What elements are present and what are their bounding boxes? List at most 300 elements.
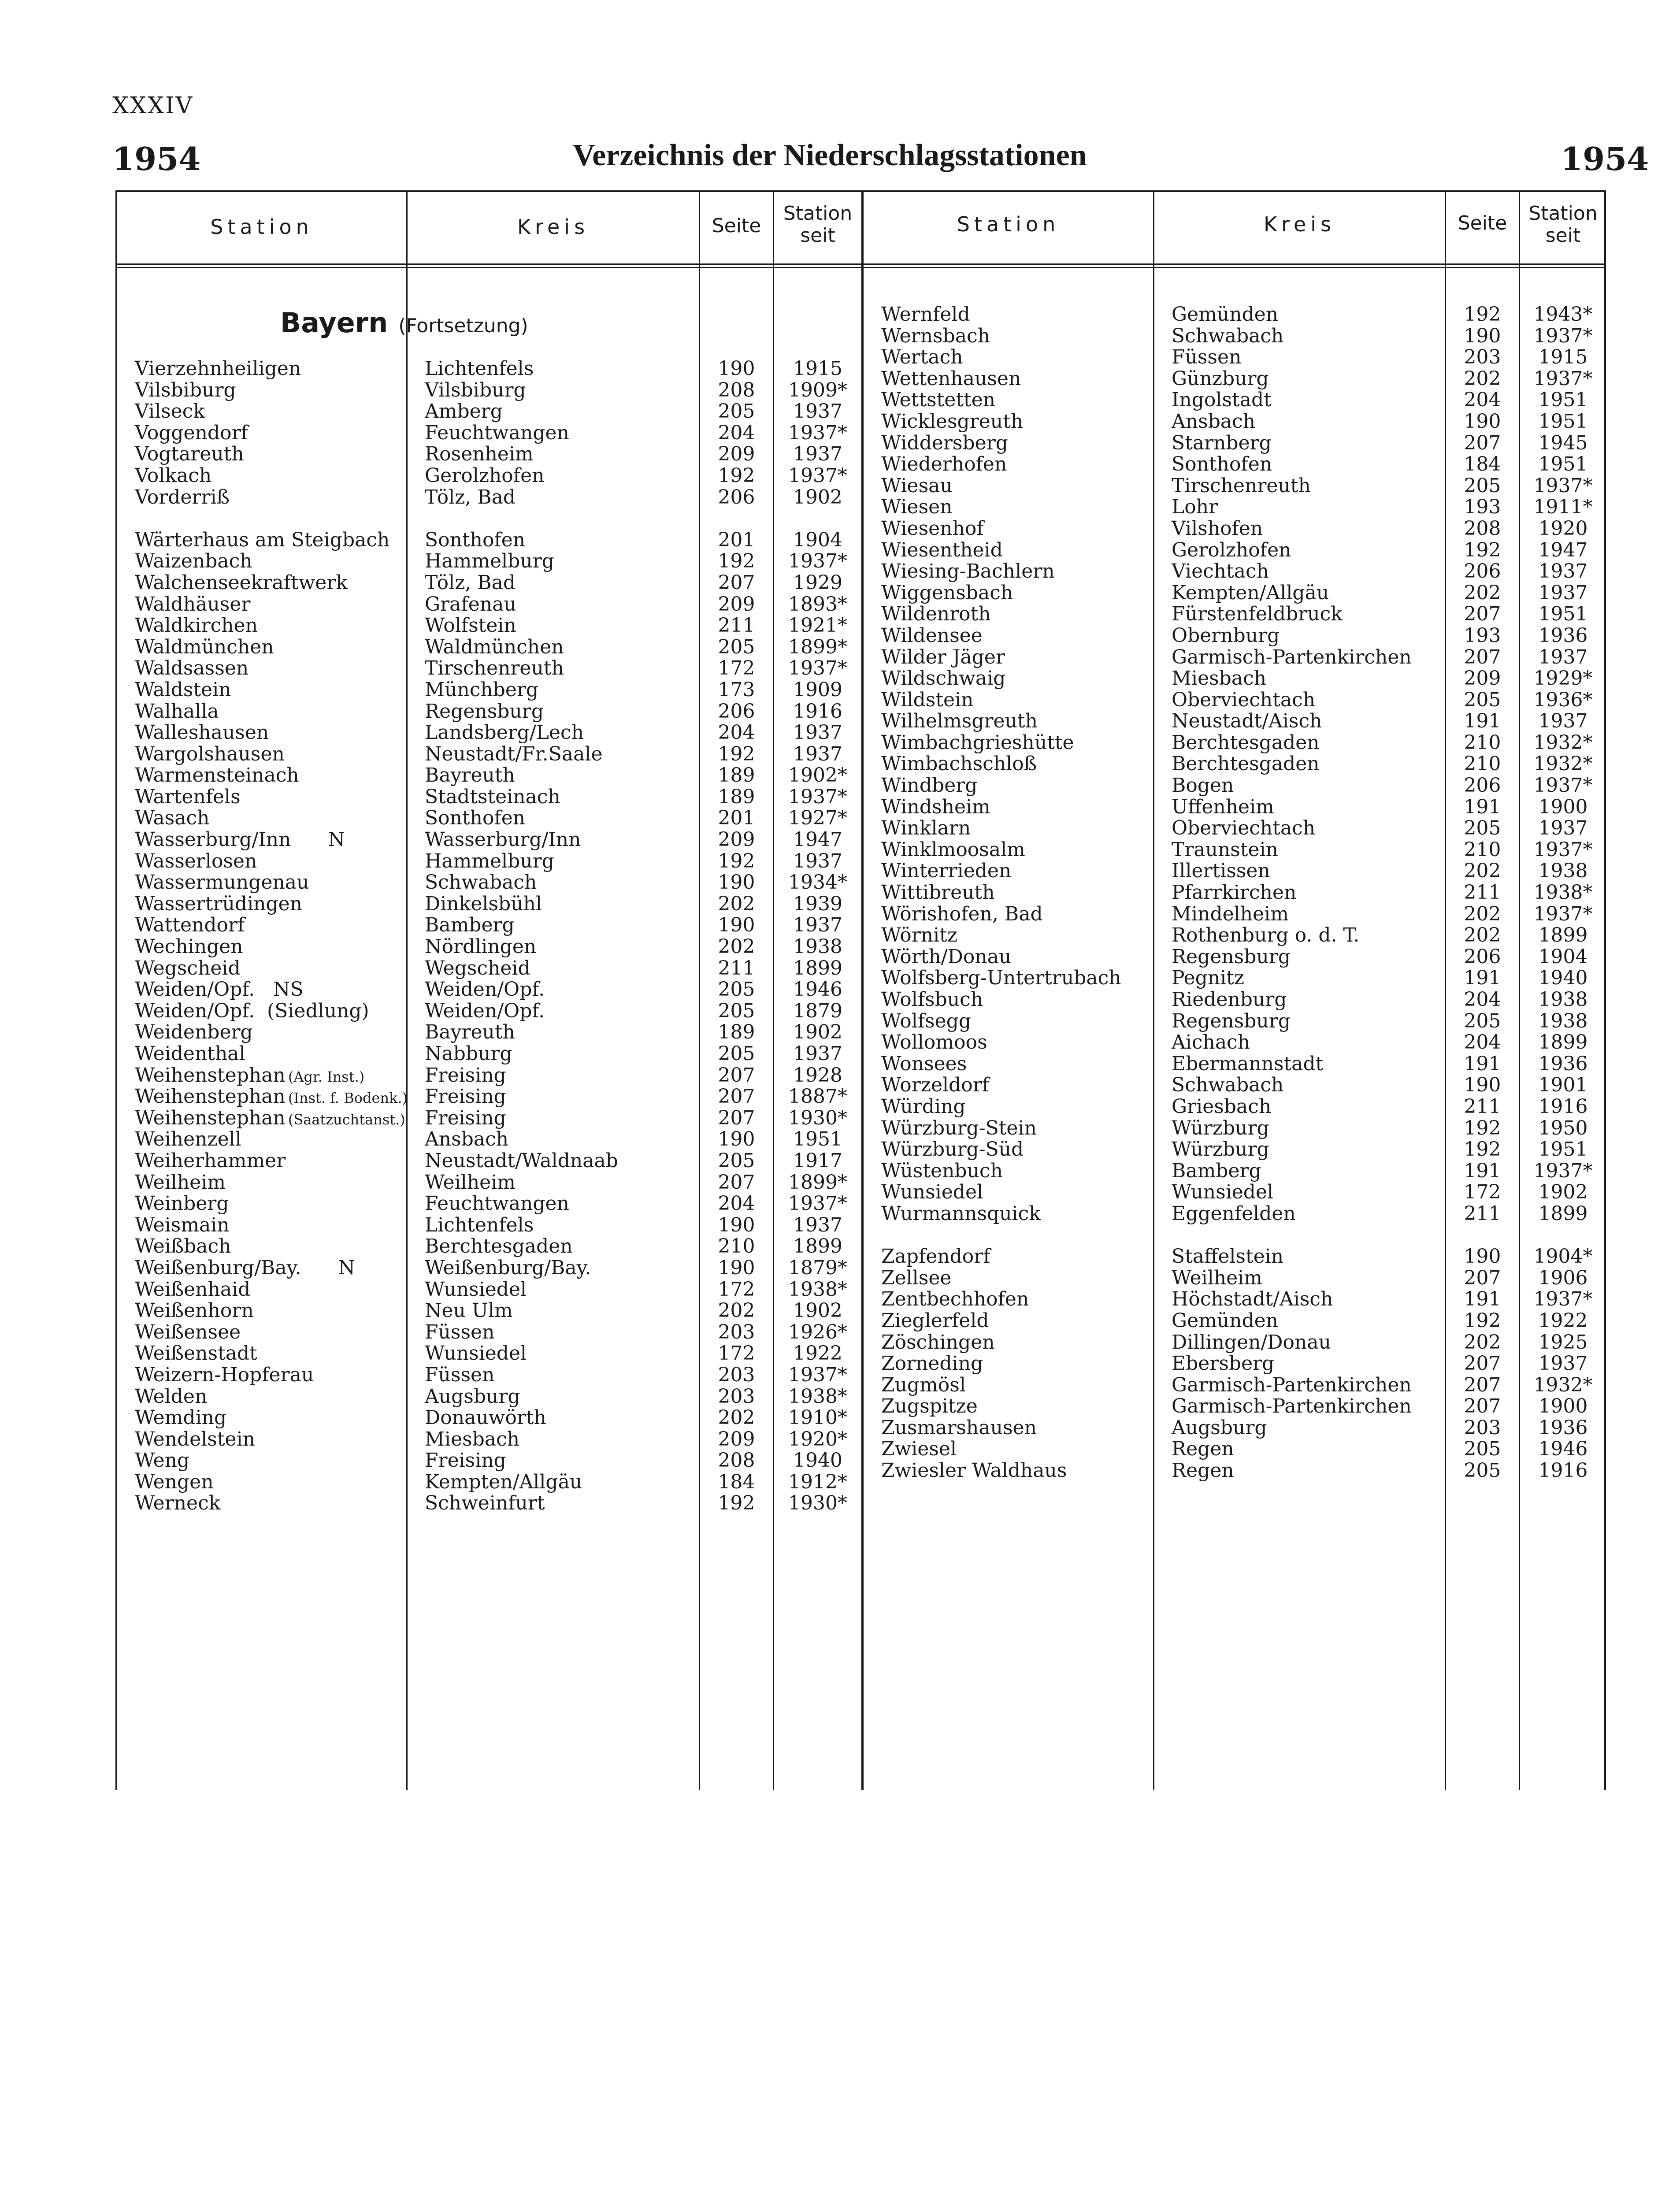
station-since-text: 1902 <box>793 486 842 508</box>
kreis-name <box>1172 690 1443 711</box>
seite-number-text: 203 <box>718 1320 755 1343</box>
station-name <box>135 829 404 851</box>
station-since-text: 1937* <box>1533 774 1593 797</box>
station-since-text: 1945 <box>1538 431 1588 454</box>
seite-number <box>1446 711 1519 732</box>
station-name-text: Waldhäuser <box>135 593 251 616</box>
station-name-text: Wengen <box>135 1470 214 1493</box>
kreis-name <box>425 1108 694 1129</box>
year-right: 1954 <box>1561 140 1649 178</box>
kreis-name-text: Lichtenfels <box>425 1213 534 1236</box>
station-name-text: Zusmarshausen <box>881 1416 1037 1439</box>
station-since-text: 1947 <box>1538 538 1588 561</box>
station-since <box>774 1429 861 1450</box>
seite-number <box>700 1493 773 1514</box>
station-name-text: Walchenseekraftwerk <box>135 571 348 594</box>
kreis-name-text: Weißenburg/Bay. <box>425 1256 591 1279</box>
l-seite-column <box>700 358 773 1514</box>
seite-number <box>1446 1268 1519 1289</box>
kreis-name-text: Vilsbiburg <box>425 378 526 401</box>
station-since <box>774 1236 861 1257</box>
station-name <box>135 1322 404 1343</box>
station-name <box>881 1246 1150 1268</box>
seite-number-text: 191 <box>1464 1159 1501 1182</box>
seite-number <box>700 487 773 508</box>
seite-number <box>700 1001 773 1022</box>
kreis-name <box>425 423 694 444</box>
seite-number <box>1446 753 1519 775</box>
seite-number <box>700 615 773 637</box>
kreis-name <box>1172 1203 1443 1225</box>
seite-number <box>700 1279 773 1301</box>
seite-number <box>700 1472 773 1493</box>
station-since-text: 1920* <box>788 1428 847 1450</box>
kreis-name-text: Nördlingen <box>425 935 537 958</box>
station-name-text: Wasserlosen <box>135 849 257 872</box>
station-since <box>774 915 861 936</box>
station-since <box>774 1215 861 1236</box>
kreis-name-text: Gerolzhofen <box>425 464 545 487</box>
seite-number-text: 172 <box>718 1278 755 1301</box>
kreis-name-text: Pfarrkirchen <box>1172 881 1297 904</box>
station-name <box>881 411 1150 433</box>
seite-number <box>700 1322 773 1343</box>
seite-number <box>700 1300 773 1322</box>
kreis-name-text: Günzburg <box>1172 367 1269 390</box>
station-name <box>881 1417 1150 1439</box>
station-since <box>1520 753 1606 775</box>
station-since <box>774 551 861 572</box>
station-since-text: 1879 <box>793 999 842 1022</box>
seite-number <box>700 658 773 679</box>
kreis-name-text: Weilheim <box>425 1171 515 1194</box>
seite-number <box>1446 1053 1519 1075</box>
kreis-name <box>425 1279 694 1301</box>
station-since <box>1520 604 1606 625</box>
station-name <box>135 658 404 679</box>
kreis-name-text: Regen <box>1172 1459 1234 1482</box>
station-since <box>774 786 861 808</box>
station-name-text: Wendelstein <box>135 1428 256 1450</box>
seite-number-text: 202 <box>1464 860 1501 883</box>
kreis-name <box>425 851 694 872</box>
kreis-name <box>1172 860 1443 882</box>
kreis-name-text: Bogen <box>1172 774 1234 797</box>
station-name-text: Weißensee <box>135 1320 241 1343</box>
kreis-name <box>425 1429 694 1450</box>
station-since-text: 1879* <box>788 1256 847 1279</box>
kreis-name <box>425 551 694 572</box>
kreis-name <box>425 829 694 851</box>
kreis-name <box>425 958 694 979</box>
station-name-text: Wattendorf <box>135 914 245 937</box>
kreis-name <box>425 594 694 616</box>
kreis-name <box>1172 1417 1443 1439</box>
seite-number-text: 210 <box>1464 753 1501 775</box>
station-name-text: Widdersberg <box>881 431 1008 454</box>
station-since <box>1520 1396 1606 1417</box>
seite-number <box>1446 1011 1519 1032</box>
seite-number-text: 201 <box>718 528 755 551</box>
kreis-name-text: Wunsiedel <box>1172 1181 1274 1204</box>
seite-number <box>1446 989 1519 1011</box>
station-name-text: Zwiesler Waldhaus <box>881 1459 1067 1482</box>
kreis-name <box>425 1493 694 1514</box>
kreis-name-text: Berchtesgaden <box>1172 731 1320 754</box>
station-name <box>135 465 404 487</box>
kreis-name-text: Schwabach <box>1172 1074 1284 1097</box>
kreis-name <box>1172 604 1443 625</box>
seite-number-text: 205 <box>1464 1459 1501 1482</box>
station-since-text: 1937* <box>1533 1159 1593 1182</box>
station-name-text: Wasserburg/Inn N <box>135 828 345 851</box>
kreis-name-text: Ansbach <box>425 1128 509 1151</box>
kreis-name-text: Ansbach <box>1172 410 1256 433</box>
seite-number <box>1446 1439 1519 1460</box>
station-name-text: Weißenhaid <box>135 1278 251 1301</box>
seite-number-text: 205 <box>718 999 755 1022</box>
seite-number-text: 210 <box>1464 731 1501 754</box>
seite-number <box>1446 968 1519 989</box>
kreis-name <box>425 380 694 401</box>
seite-number-text: 205 <box>1464 1438 1501 1461</box>
seite-number <box>700 872 773 894</box>
station-name <box>135 358 404 380</box>
station-since-text: 1930* <box>788 1106 847 1129</box>
station-name <box>881 968 1150 989</box>
station-name-text: Zapfendorf <box>881 1245 990 1268</box>
kreis-name-text: Nabburg <box>425 1042 512 1065</box>
seite-number <box>700 380 773 401</box>
station-since-text: 1937* <box>788 1192 847 1215</box>
kreis-name-text: Oberviechtach <box>1172 688 1316 711</box>
kreis-name <box>1172 1161 1443 1182</box>
station-name-text: Weißbach <box>135 1235 231 1258</box>
station-since <box>774 1450 861 1472</box>
seite-number-text: 209 <box>1464 667 1501 690</box>
seite-number <box>1446 582 1519 604</box>
station-name-text: Wiederhofen <box>881 453 1007 476</box>
seite-number-text: 172 <box>1464 1181 1501 1204</box>
seite-number <box>1446 1096 1519 1118</box>
seite-number <box>1446 1396 1519 1417</box>
kreis-name <box>1172 518 1443 540</box>
station-since <box>774 1108 861 1129</box>
seite-number <box>1446 690 1519 711</box>
station-name <box>881 1182 1150 1203</box>
kreis-name-text: Feuchtwangen <box>425 1192 569 1215</box>
seite-number <box>1446 839 1519 861</box>
station-since-text: 1932* <box>1533 1373 1593 1396</box>
station-name <box>135 872 404 894</box>
seite-number-text: 191 <box>1464 710 1501 733</box>
station-name-text: Welden <box>135 1385 208 1408</box>
seite-number <box>700 1429 773 1450</box>
station-name <box>135 487 404 508</box>
kreis-name <box>425 1193 694 1215</box>
station-since <box>774 380 861 401</box>
station-since-text: 1915 <box>793 357 842 380</box>
station-since <box>1520 690 1606 711</box>
station-since-text: 1938* <box>788 1385 847 1408</box>
station-since-text: 1928 <box>793 1064 842 1087</box>
station-name <box>135 530 404 551</box>
seite-number-text: 206 <box>718 486 755 508</box>
column-divider-center <box>861 190 864 1790</box>
station-since-text: 1929 <box>793 571 842 594</box>
station-since <box>774 722 861 744</box>
seite-number-text: 208 <box>718 378 755 401</box>
station-name-text: Wassermungenau <box>135 871 309 894</box>
station-name-text: Wertach <box>881 346 963 369</box>
seite-number-text: 203 <box>1464 1416 1501 1439</box>
station-since-text: 1900 <box>1538 795 1588 818</box>
seite-number <box>700 1065 773 1087</box>
seite-number-text: 190 <box>718 914 755 937</box>
station-name <box>135 701 404 723</box>
station-since <box>1520 1332 1606 1354</box>
seite-number <box>1446 1118 1519 1139</box>
kreis-name <box>1172 389 1443 411</box>
kreis-name <box>1172 797 1443 818</box>
station-since <box>1520 925 1606 946</box>
kreis-name <box>1172 1460 1443 1482</box>
station-name-text: Zöschingen <box>881 1331 995 1354</box>
kreis-name-text: Viechtach <box>1172 560 1269 583</box>
seite-number-text: 189 <box>718 764 755 787</box>
seite-number-text: 192 <box>1464 303 1501 326</box>
station-since <box>1520 1460 1606 1482</box>
seite-number-text: 190 <box>718 1256 755 1279</box>
kreis-name-text: Griesbach <box>1172 1095 1272 1118</box>
kreis-name-text: Sonthofen <box>425 807 526 830</box>
kreis-name <box>1172 1310 1443 1332</box>
station-name-text: Wolfsbuch <box>881 988 983 1011</box>
seite-number <box>1446 1353 1519 1375</box>
station-since-text: 1932* <box>1533 753 1593 775</box>
seite-number-text: 192 <box>718 464 755 487</box>
station-name <box>881 518 1150 540</box>
seite-number-text: 210 <box>1464 838 1501 861</box>
station-name-text: Weidenthal <box>135 1042 245 1065</box>
kreis-name <box>425 894 694 915</box>
kreis-name <box>425 1322 694 1343</box>
station-name <box>881 1332 1150 1354</box>
kreis-name <box>1172 1139 1443 1161</box>
page-number: XXXIV <box>112 93 194 119</box>
kreis-name <box>425 1001 694 1022</box>
station-since-text: 1917 <box>793 1149 842 1172</box>
station-name-text: Wurmannsquick <box>881 1202 1041 1225</box>
station-name-text: Wildensee <box>881 624 983 647</box>
station-since-text: 1899 <box>1538 1202 1588 1225</box>
station-since-text: 1932* <box>1533 731 1593 754</box>
station-name <box>881 1075 1150 1096</box>
station-name <box>881 1053 1150 1075</box>
seite-number-text: 209 <box>718 828 755 851</box>
seite-number-text: 210 <box>718 1235 755 1258</box>
station-since <box>1520 1439 1606 1460</box>
seite-number-text: 190 <box>1464 1074 1501 1097</box>
station-name-text: Windberg <box>881 774 978 797</box>
kreis-name-text: Pegnitz <box>1172 967 1245 990</box>
station-since-text: 1951 <box>793 1128 842 1151</box>
kreis-name-text: Vilshofen <box>1172 517 1263 540</box>
kreis-name-text: Sonthofen <box>425 528 526 551</box>
station-since <box>1520 946 1606 968</box>
station-name-text: Weißenhorn <box>135 1299 254 1322</box>
seite-number <box>1446 1246 1519 1268</box>
station-since <box>1520 1353 1606 1375</box>
kreis-name <box>425 487 694 508</box>
station-name <box>135 380 404 401</box>
station-name-text: Wettenhausen <box>881 367 1021 390</box>
seite-number <box>1446 347 1519 368</box>
station-since <box>1520 1032 1606 1053</box>
station-name <box>135 1085 408 1108</box>
kreis-name <box>1172 989 1443 1011</box>
station-name <box>881 1375 1150 1396</box>
kreis-name <box>1172 347 1443 368</box>
station-since-text: 1937* <box>788 657 847 680</box>
station-since <box>774 1257 861 1279</box>
station-since-text: 1943* <box>1533 303 1593 326</box>
station-name-text: Winklmoosalm <box>881 838 1025 861</box>
station-since <box>1520 860 1606 882</box>
station-name-text: Wiesau <box>881 474 953 497</box>
header-station-right: Station <box>957 212 1060 236</box>
r-seite-column <box>1446 304 1519 1482</box>
station-name-text: Wegscheid <box>135 957 241 979</box>
kreis-name <box>1172 775 1443 797</box>
station-name-text: Zwiesel <box>881 1438 957 1461</box>
kreis-name-text: Wunsiedel <box>425 1342 527 1365</box>
kreis-name <box>425 1043 694 1065</box>
kreis-name <box>1172 647 1443 668</box>
seite-number <box>700 786 773 808</box>
station-since <box>1520 797 1606 818</box>
station-name <box>135 1022 404 1043</box>
kreis-name-text: Höchstadt/Aisch <box>1172 1288 1333 1311</box>
kreis-name-text: Dinkelsbühl <box>425 892 542 915</box>
seite-number <box>700 1086 773 1108</box>
station-name <box>135 744 404 765</box>
seite-number-text: 192 <box>1464 1116 1501 1139</box>
seite-number-text: 207 <box>718 1171 755 1194</box>
kreis-name <box>425 1407 694 1429</box>
station-since-text: 1916 <box>1538 1095 1588 1118</box>
kreis-name-text: Eggenfelden <box>1172 1202 1296 1225</box>
seite-number <box>700 1407 773 1429</box>
seite-number-text: 202 <box>1464 581 1501 604</box>
station-name <box>881 625 1150 647</box>
station-name-text: Vilseck <box>135 400 205 423</box>
station-since <box>774 1365 861 1386</box>
station-name-text: Wargolshausen <box>135 742 285 765</box>
seite-number <box>700 1215 773 1236</box>
seite-number <box>1446 540 1519 561</box>
kreis-name <box>425 1022 694 1043</box>
station-since <box>774 1129 861 1150</box>
station-since-text: 1906 <box>1538 1266 1588 1289</box>
station-name <box>135 1343 404 1365</box>
seite-number-text: 201 <box>718 807 755 830</box>
kreis-name-text: Miesbach <box>1172 667 1267 690</box>
kreis-name <box>1172 582 1443 604</box>
seite-number-text: 205 <box>718 1042 755 1065</box>
station-name <box>881 1203 1150 1225</box>
seite-number-text: 172 <box>718 1342 755 1365</box>
station-name <box>135 979 404 1001</box>
station-since-text: 1929* <box>1533 667 1593 690</box>
station-name <box>881 1289 1150 1310</box>
kreis-name-text: Weilheim <box>1172 1266 1262 1289</box>
station-since <box>1520 1053 1606 1075</box>
seite-number-text: 184 <box>718 1470 755 1493</box>
kreis-name-text: Neu Ulm <box>425 1299 513 1322</box>
station-since <box>1520 1375 1606 1396</box>
station-name-text: Waldsassen <box>135 657 249 680</box>
kreis-name-text: Berchtesgaden <box>1172 753 1320 775</box>
station-since-text: 1904* <box>1533 1245 1593 1268</box>
station-name-text: Wemding <box>135 1406 227 1429</box>
seite-number <box>1446 797 1519 818</box>
station-since <box>1520 904 1606 925</box>
kreis-name-text: Ingolstadt <box>1172 389 1272 412</box>
station-name-text: Wartenfels <box>135 785 241 808</box>
station-name-text: Weinberg <box>135 1192 229 1215</box>
station-name-text: Zugspitze <box>881 1395 978 1418</box>
r-kreis-column <box>1172 304 1443 1482</box>
kreis-name <box>1172 1246 1443 1268</box>
kreis-name <box>1172 1268 1443 1289</box>
station-name-text: Wilder Jäger <box>881 645 1005 668</box>
station-name-text: Wörth/Donau <box>881 945 1012 968</box>
station-name-text: Wittibreuth <box>881 881 995 904</box>
kreis-name-text: Mindelheim <box>1172 902 1289 925</box>
kreis-name-text: Lohr <box>1172 496 1218 519</box>
kreis-name-text: Bamberg <box>425 914 515 937</box>
seite-number-text: 204 <box>718 421 755 444</box>
seite-number <box>1446 368 1519 390</box>
station-name <box>135 444 404 465</box>
station-name-text: Vogtareuth <box>135 443 244 466</box>
seite-number <box>700 1343 773 1365</box>
station-since-text: 1937* <box>788 550 847 573</box>
station-name <box>881 1353 1150 1375</box>
kreis-name <box>1172 540 1443 561</box>
block-gap <box>881 1225 1150 1246</box>
station-since-text: 1900 <box>1538 1395 1588 1418</box>
seite-number-text: 206 <box>1464 945 1501 968</box>
kreis-name <box>1172 1289 1443 1310</box>
station-name <box>135 722 404 744</box>
seite-number <box>1446 1203 1519 1225</box>
station-name <box>135 1129 404 1150</box>
station-name <box>881 1118 1150 1139</box>
station-qualifier: (Agr. Inst.) <box>288 1068 365 1085</box>
seite-number <box>700 594 773 616</box>
station-name <box>881 925 1150 946</box>
kreis-name-text: Weiden/Opf. <box>425 978 545 1001</box>
station-since-text: 1938* <box>788 1278 847 1301</box>
seite-number <box>1446 946 1519 968</box>
kreis-name <box>425 1257 694 1279</box>
block-gap <box>135 508 404 530</box>
kreis-name-text: Aichach <box>1172 1031 1250 1054</box>
section-name: Bayern <box>280 307 388 339</box>
station-name-text: Wasach <box>135 807 210 830</box>
